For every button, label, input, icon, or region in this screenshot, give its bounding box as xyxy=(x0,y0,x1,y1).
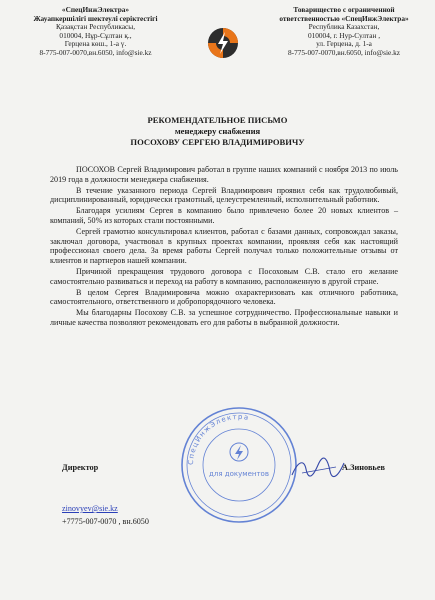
letterhead xyxy=(8,6,429,98)
country-ru: Республика Казахстан, xyxy=(308,22,380,32)
svg-text:СпецИнжЭлектра xyxy=(187,413,250,465)
handwritten-signature xyxy=(288,455,348,483)
country-kz: Қазақстан Республикасы, xyxy=(55,22,136,32)
company-type-kz: Жауапкершілігі шектеулі серіктестігі xyxy=(33,13,158,23)
contact-email-link[interactable]: zinovyev@sie.kz xyxy=(62,504,118,513)
paragraph: ПОСОХОВ Сергей Владимирович работал в группе наших компаний с ноября 2013 по июль 2019 года в должности менеджера снабжения. xyxy=(50,165,398,184)
stamp-center-text: для документов xyxy=(209,470,269,478)
contacts-ru: 8-775-007-0070,вн.6050, info@sie.kz xyxy=(288,47,400,57)
street-ru: ул. Герцена, д. 1-а xyxy=(316,39,372,49)
paragraph: Причиной прекращения трудового договора с Посоховым С.В. стало его желание самостоятельно развиваться и переход на работу в компанию, расположенную в другой стране. xyxy=(50,266,398,286)
paragraph: Сергей грамотно консультировал клиентов, работал с базами данных, сопровождал заказы, заключал договора, участвовал в крупных проектах компании, проявляя себя как настоящий профессионал своего дела. За время работы Сергей получал только положительные отзывы от клиентов и партнеров нашей компании. xyxy=(50,226,398,266)
company-name-ru: ответственностью «СпецИнжЭлектра» xyxy=(279,13,409,23)
letter-body xyxy=(50,165,398,328)
letterhead-kazakh xyxy=(8,6,183,58)
contact-phone: +7775-007-0070 , вн.6050 xyxy=(62,517,149,526)
company-name-kz: «СпецИнжЭлектра» xyxy=(61,5,130,14)
company-stamp xyxy=(178,404,300,526)
signatory-name: А.Зиновьев xyxy=(342,463,385,472)
street-kz: Герцена көш., 1-а ү. xyxy=(64,39,127,49)
title-line-2: менеджеру снабжения xyxy=(174,125,261,136)
company-type-ru: Товарищество с ограниченной xyxy=(293,5,395,14)
title-line-1: РЕКОМЕНДАТЕЛЬНОЕ ПИСЬМО xyxy=(147,115,288,125)
letter-title xyxy=(0,115,435,147)
company-logo-icon xyxy=(206,26,240,60)
city-ru: 010004, г. Нур-Султан , xyxy=(307,30,381,40)
paragraph: В целом Сергея Владимировича можно охарактеризовать как отличного работника, самостоятельного, ответственного и добропорядочного человека. xyxy=(50,287,398,307)
title-line-3: ПОСОХОВУ СЕРГЕЮ ВЛАДИМИРОВИЧУ xyxy=(130,136,305,147)
letterhead-russian xyxy=(255,6,433,58)
contacts-kz: 8-775-007-0070,вн.6050, info@sie.kz xyxy=(39,47,152,57)
city-kz: 010004, Нұр-Сұлтан қ., xyxy=(59,30,132,40)
paragraph: В течение указанного периода Сергей Владимирович проявил себя как трудолюбивый, дисциплинированный, юридически грамотный, целеустремленный, исполнительный работник. xyxy=(50,185,398,205)
stamp-ring-text: СпецИнжЭлектра xyxy=(186,412,250,466)
paragraph: Мы благодарны Посохову С.В. за успешное сотрудничество. Профессиональные навыки и личные качества позволяют рекомендовать его для работы в выбранной должности. xyxy=(50,308,398,327)
signatory-title: Директор xyxy=(62,463,99,472)
paragraph: Благодаря усилиям Сергея в компанию было привлечено более 20 новых клиентов – компаний, 50% из которых стали постоянными. xyxy=(50,206,398,225)
